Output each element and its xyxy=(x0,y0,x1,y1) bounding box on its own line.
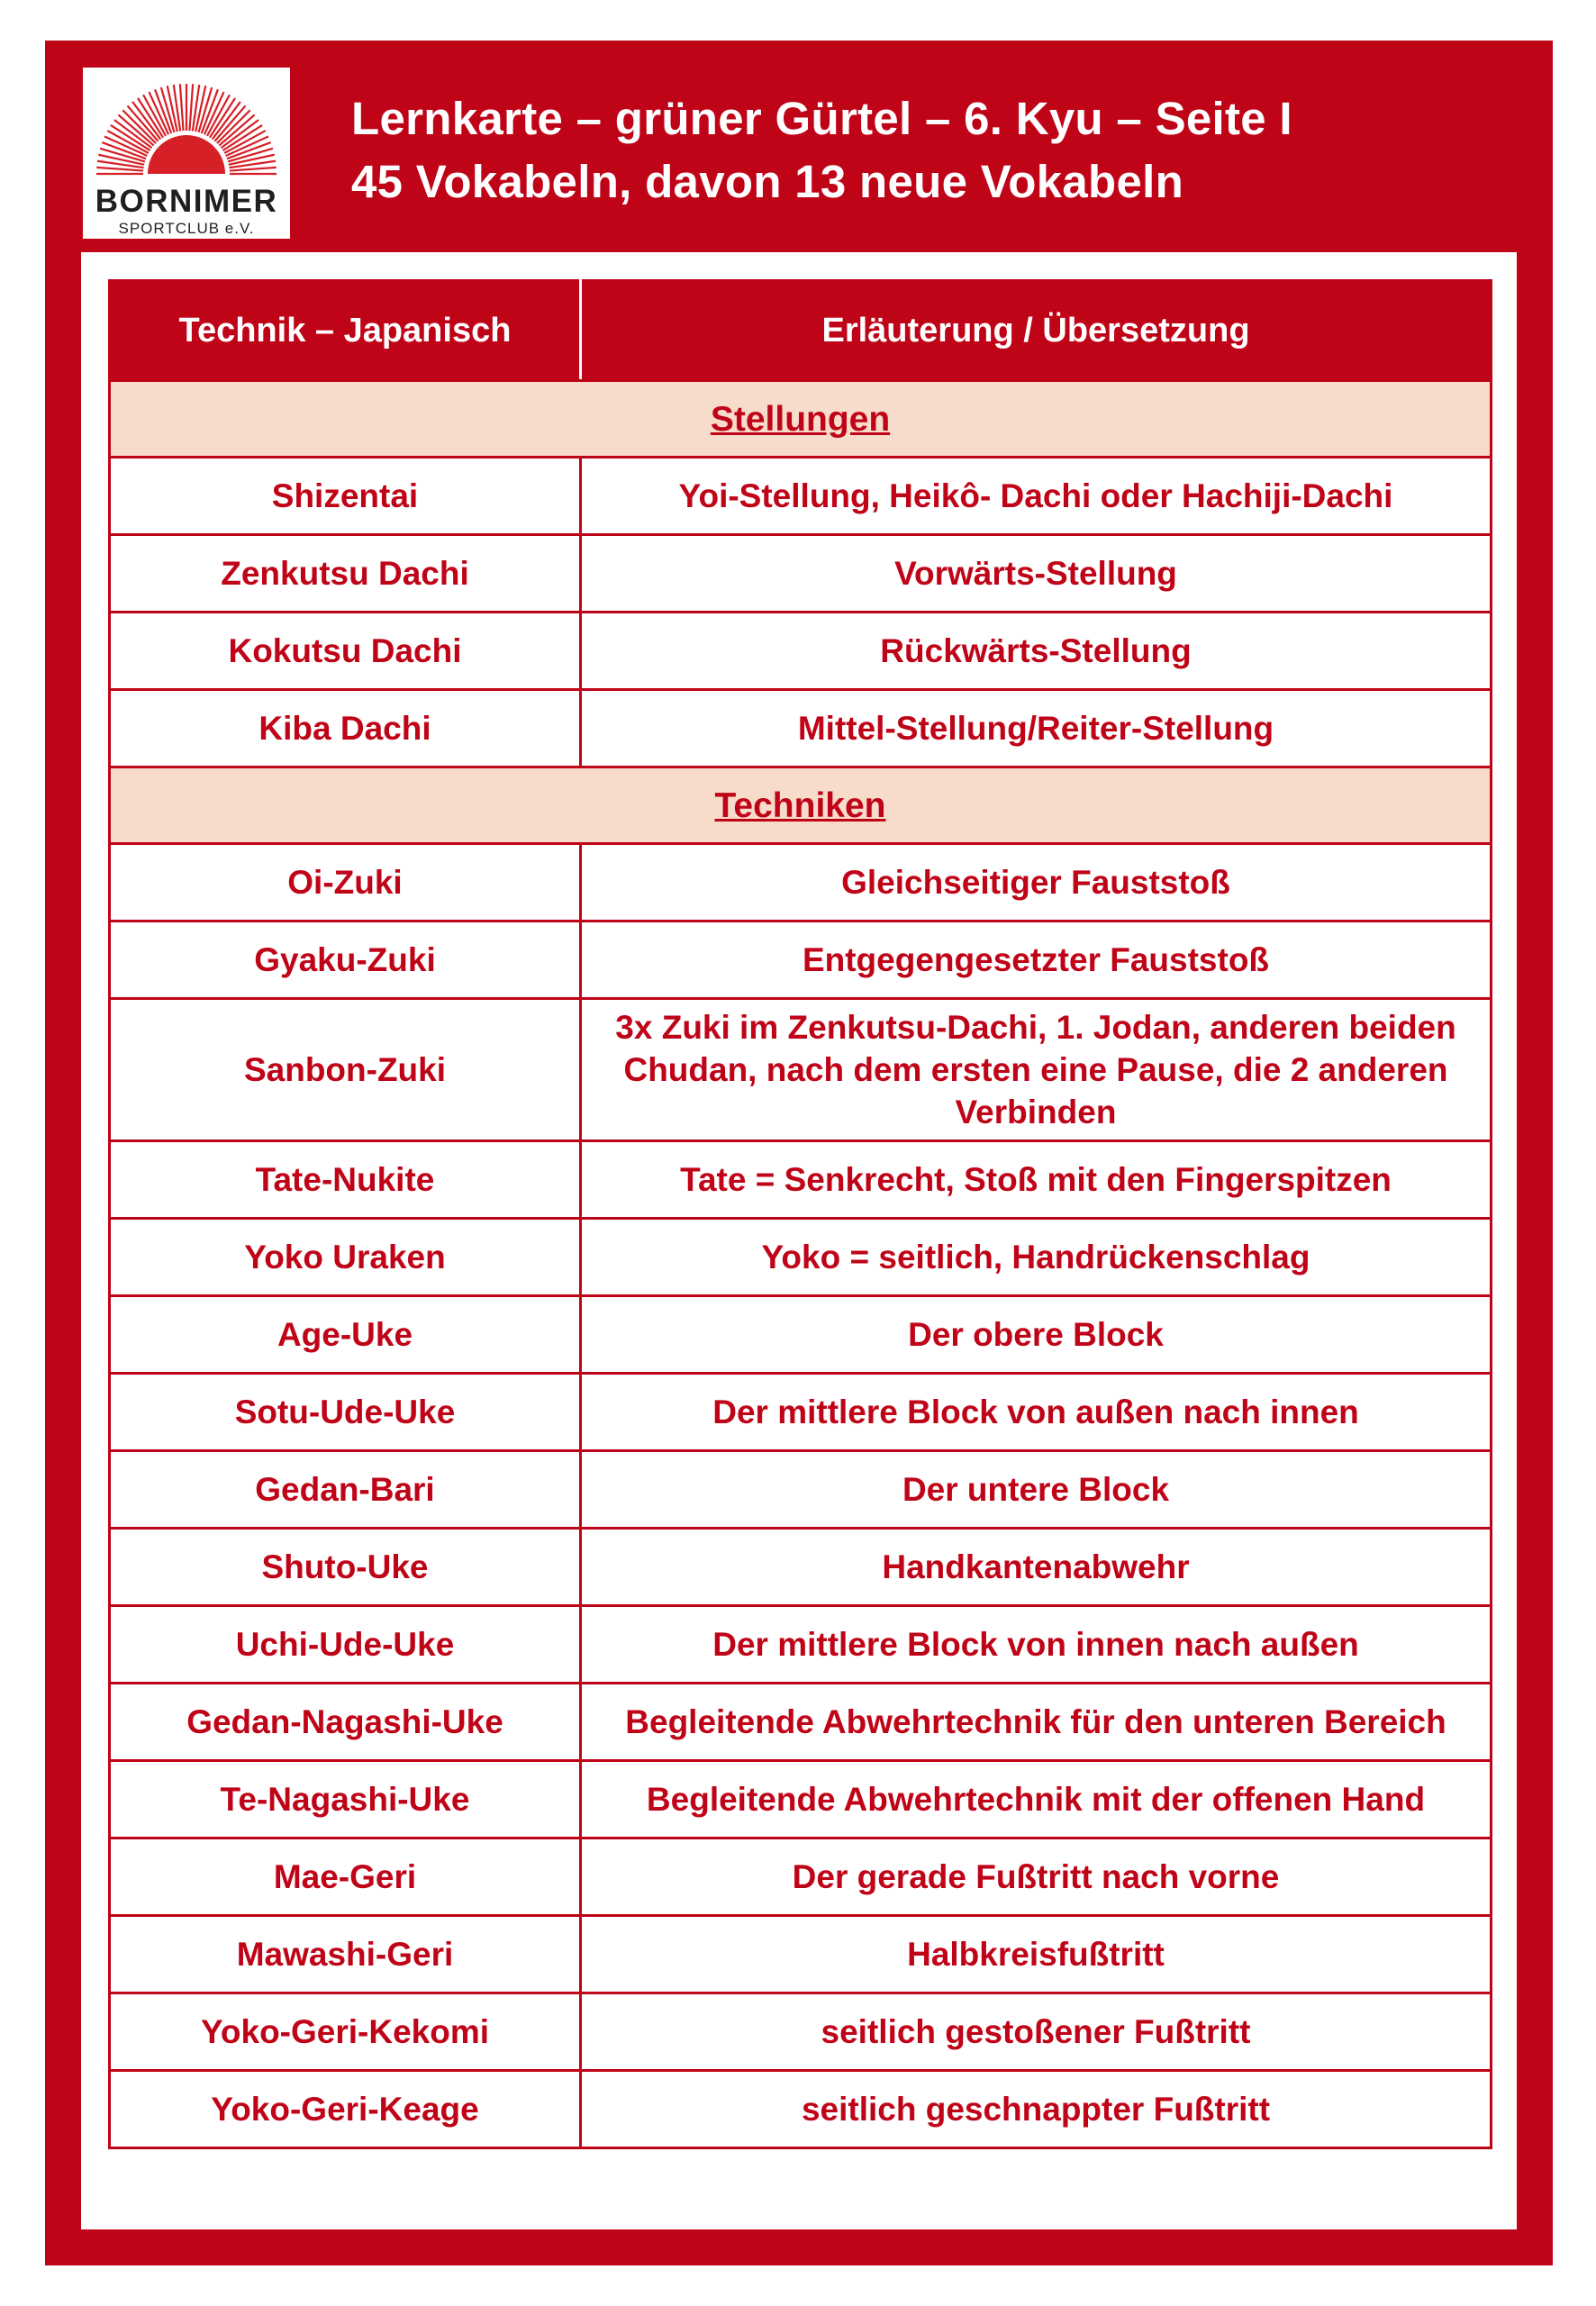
title-line-2: 45 Vokabeln, davon 13 neue Vokabeln xyxy=(351,156,1184,207)
table-row xyxy=(110,1993,1492,2071)
learning-card xyxy=(45,41,1553,2265)
sun-ray xyxy=(230,168,277,171)
table-row xyxy=(110,1838,1492,1916)
section-header-techniken xyxy=(110,767,1492,844)
section-title: Stellungen xyxy=(110,381,1492,458)
table-row xyxy=(110,1606,1492,1684)
term-cell: Shizentai xyxy=(110,458,581,535)
term-cell: Mawashi-Geri xyxy=(110,1916,581,1993)
meaning-cell: Vorwärts-Stellung xyxy=(581,535,1492,613)
term-cell: Gedan-Bari xyxy=(110,1451,581,1529)
table-row xyxy=(110,921,1492,999)
table-row xyxy=(110,535,1492,613)
meaning-cell: Der mittlere Block von innen nach außen xyxy=(581,1606,1492,1684)
section-header-stellungen xyxy=(110,381,1492,458)
sun-ray xyxy=(180,84,184,131)
term-cell: Sanbon-Zuki xyxy=(110,999,581,1141)
term-cell: Kiba Dachi xyxy=(110,690,581,767)
vocabulary-table xyxy=(108,279,1492,2149)
table-row xyxy=(110,690,1492,767)
sun-ray xyxy=(189,84,193,131)
table-row xyxy=(110,1684,1492,1761)
term-cell: Tate-Nukite xyxy=(110,1141,581,1219)
table-row xyxy=(110,1761,1492,1838)
sunburst-logo-icon xyxy=(83,68,290,239)
term-cell: Te-Nagashi-Uke xyxy=(110,1761,581,1838)
content-area xyxy=(81,252,1517,2229)
table-row xyxy=(110,613,1492,690)
meaning-cell: Yoi-Stellung, Heikô- Dachi oder Hachiji-Dachi xyxy=(581,458,1492,535)
table-row xyxy=(110,844,1492,921)
table-row xyxy=(110,999,1492,1141)
term-cell: Mae-Geri xyxy=(110,1838,581,1916)
meaning-cell: seitlich geschnappter Fußtritt xyxy=(581,2071,1492,2148)
term-cell: Gyaku-Zuki xyxy=(110,921,581,999)
term-cell: Uchi-Ude-Uke xyxy=(110,1606,581,1684)
section-title: Techniken xyxy=(110,767,1492,844)
meaning-cell: Der obere Block xyxy=(581,1296,1492,1374)
term-cell: Yoko-Geri-Kekomi xyxy=(110,1993,581,2071)
meaning-cell: Der mittlere Block von außen nach innen xyxy=(581,1374,1492,1451)
meaning-cell: Gleichseitiger Fauststoß xyxy=(581,844,1492,921)
table-row xyxy=(110,1219,1492,1296)
meaning-cell: Handkantenabwehr xyxy=(581,1529,1492,1606)
term-cell: Yoko Uraken xyxy=(110,1219,581,1296)
table-row xyxy=(110,458,1492,535)
term-cell: Zenkutsu Dachi xyxy=(110,535,581,613)
table-row xyxy=(110,1451,1492,1529)
term-cell: Sotu-Ude-Uke xyxy=(110,1374,581,1451)
meaning-cell: Begleitende Abwehrtechnik für den unteren Bereich xyxy=(581,1684,1492,1761)
meaning-cell: Halbkreisfußtritt xyxy=(581,1916,1492,1993)
card-header xyxy=(45,41,1553,252)
title-line-1: Lernkarte – grüner Gürtel – 6. Kyu – Seite I xyxy=(351,93,1292,144)
term-cell: Kokutsu Dachi xyxy=(110,613,581,690)
meaning-cell: Entgegengesetzter Fauststoß xyxy=(581,921,1492,999)
column-header-term: Technik – Japanisch xyxy=(110,281,581,381)
table-row xyxy=(110,1916,1492,1993)
meaning-cell: Begleitende Abwehrtechnik mit der offenen Hand xyxy=(581,1761,1492,1838)
meaning-cell: Yoko = seitlich, Handrückenschlag xyxy=(581,1219,1492,1296)
page-title xyxy=(351,87,1292,213)
table-row xyxy=(110,1529,1492,1606)
table-row xyxy=(110,1141,1492,1219)
table-row xyxy=(110,1296,1492,1374)
table-header-row xyxy=(110,281,1492,381)
logo-subtitle: SPORTCLUB e.V. xyxy=(118,220,255,237)
meaning-cell: Tate = Senkrecht, Stoß mit den Fingerspitzen xyxy=(581,1141,1492,1219)
term-cell: Gedan-Nagashi-Uke xyxy=(110,1684,581,1761)
term-cell: Shuto-Uke xyxy=(110,1529,581,1606)
column-header-meaning: Erläuterung / Übersetzung xyxy=(581,281,1492,381)
sun-ray xyxy=(96,168,143,171)
term-cell: Oi-Zuki xyxy=(110,844,581,921)
table-row xyxy=(110,2071,1492,2148)
meaning-cell: Der gerade Fußtritt nach vorne xyxy=(581,1838,1492,1916)
logo-name: BORNIMER xyxy=(95,184,278,219)
meaning-cell: Der untere Block xyxy=(581,1451,1492,1529)
table-row xyxy=(110,1374,1492,1451)
meaning-cell: Rückwärts-Stellung xyxy=(581,613,1492,690)
club-logo xyxy=(83,68,290,239)
meaning-cell: 3x Zuki im Zenkutsu-Dachi, 1. Jodan, anderen beiden Chudan, nach dem ersten eine Pause, die 2 anderen Verbinden xyxy=(581,999,1492,1141)
meaning-cell: Mittel-Stellung/Reiter-Stellung xyxy=(581,690,1492,767)
term-cell: Age-Uke xyxy=(110,1296,581,1374)
meaning-cell: seitlich gestoßener Fußtritt xyxy=(581,1993,1492,2071)
term-cell: Yoko-Geri-Keage xyxy=(110,2071,581,2148)
